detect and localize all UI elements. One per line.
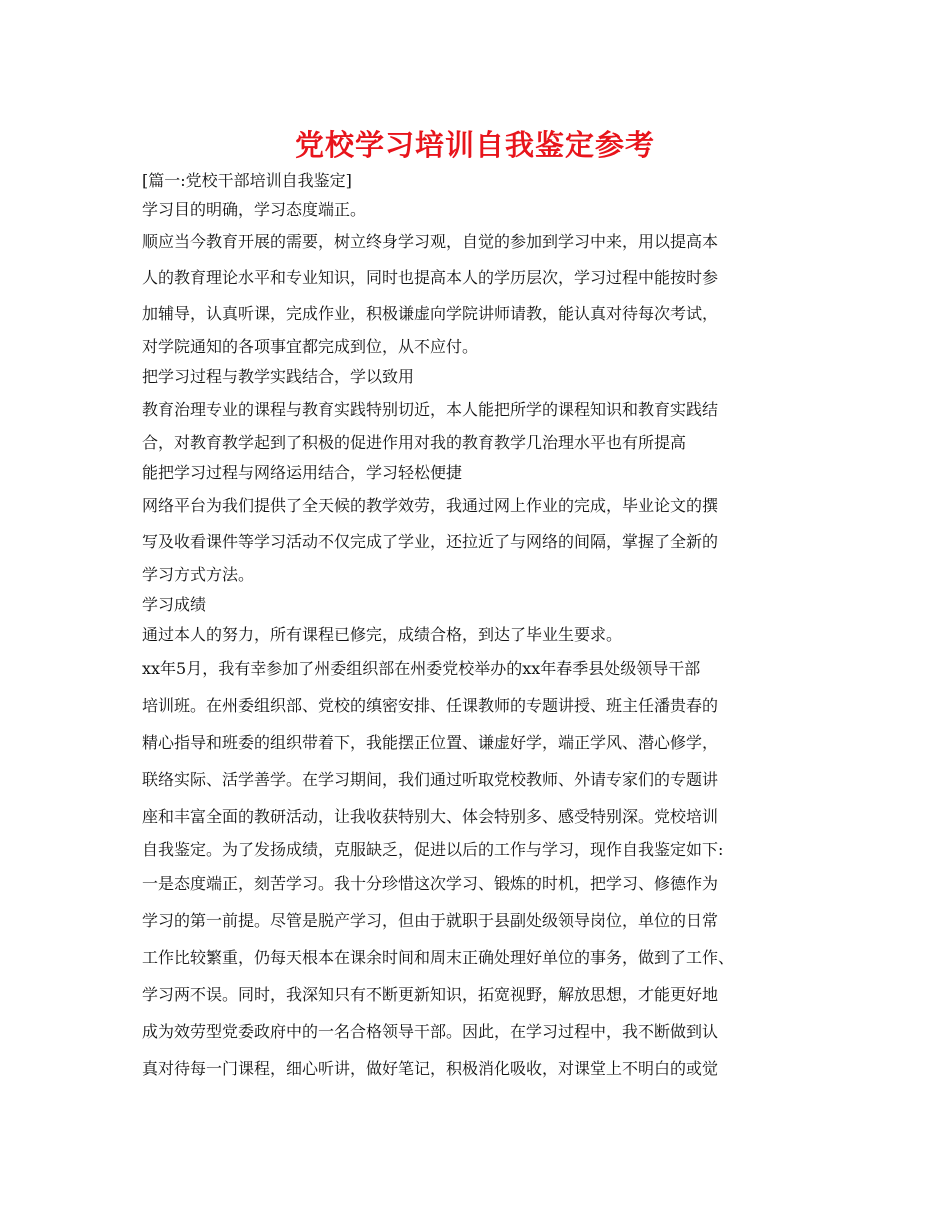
text-line: 学习成绩 <box>142 595 207 614</box>
text-line: [篇一:党校干部培训自我鉴定] <box>142 171 352 190</box>
text-line: 对学院通知的各项事宜都完成到位，从不应付。 <box>142 337 479 356</box>
text-line: 学习方式方法。 <box>142 565 255 584</box>
text-line: 精心指导和班委的组织带着下，我能摆正位置、谦虚好学，端正学风、潜心修学， <box>142 733 719 752</box>
text-line: 加辅导，认真听课，完成作业，积极谦虚向学院讲师请教，能认真对待每次考试， <box>142 304 719 323</box>
text-line: 座和丰富全面的教研活动，让我收获特别大、体会特别多、感受特别深。党校培训 <box>142 807 719 826</box>
text-line: 培训班。在州委组织部、党校的缜密安排、任课教师的专题讲授、班主任潘贵春的 <box>142 696 719 715</box>
text-line: 自我鉴定。为了发扬成绩，克服缺乏，促进以后的工作与学习，现作自我鉴定如下: <box>142 840 724 859</box>
text-line: 工作比较繁重，仍每天根本在课余时间和周末正确处理好单位的事务，做到了工作、 <box>142 948 735 967</box>
text-line: 把学习过程与教学实践结合，学以致用 <box>142 367 415 386</box>
text-line: 人的教育理论水平和专业知识，同时也提高本人的学历层次，学习过程中能按时参 <box>142 268 719 287</box>
text-line: 能把学习过程与网络运用结合，学习轻松便捷 <box>142 463 463 482</box>
text-line: 学习两不误。同时，我深知只有不断更新知识，拓宽视野，解放思想，才能更好地 <box>142 985 719 1004</box>
text-line: 联络实际、活学善学。在学习期间，我们通过听取党校教师、外请专家们的专题讲 <box>142 770 719 789</box>
text-line: 教育治理专业的课程与教育实践特别切近，本人能把所学的课程知识和教育实践结 <box>142 400 719 419</box>
text-line: 网络平台为我们提供了全天候的教学效劳，我通过网上作业的完成，毕业论文的撰 <box>142 496 719 515</box>
text-line: 通过本人的努力，所有课程已修完，成绩合格，到达了毕业生要求。 <box>142 625 623 644</box>
text-line: 学习的第一前提。尽管是脱产学习，但由于就职于县副处级领导岗位，单位的日常 <box>142 911 719 930</box>
document-title: 党校学习培训自我鉴定参考 <box>294 128 655 162</box>
document-body <box>142 166 832 1087</box>
text-line: 学习目的明确，学习态度端正。 <box>142 200 367 219</box>
text-line: 写及收看课件等学习活动不仅完成了学业，还拉近了与网络的间隔，掌握了全新的 <box>142 532 719 551</box>
text-line: 一是态度端正，刻苦学习。我十分珍惜这次学习、锻炼的时机，把学习、修德作为 <box>142 874 719 893</box>
text-line: xx年5月，我有幸参加了州委组织部在州委党校举办的xx年春季县处级领导干部 <box>142 659 701 678</box>
text-line: 真对待每一门课程，细心听讲，做好笔记，积极消化吸收，对课堂上不明白的或觉 <box>142 1059 719 1078</box>
text-line: 成为效劳型党委政府中的一名合格领导干部。因此，在学习过程中，我不断做到认 <box>142 1022 719 1041</box>
text-line: 合，对教育教学起到了积极的促进作用对我的教育教学几治理水平也有所提高 <box>142 433 687 452</box>
text-line: 顺应当今教育开展的需要，树立终身学习观，自觉的参加到学习中来，用以提高本 <box>142 232 719 251</box>
